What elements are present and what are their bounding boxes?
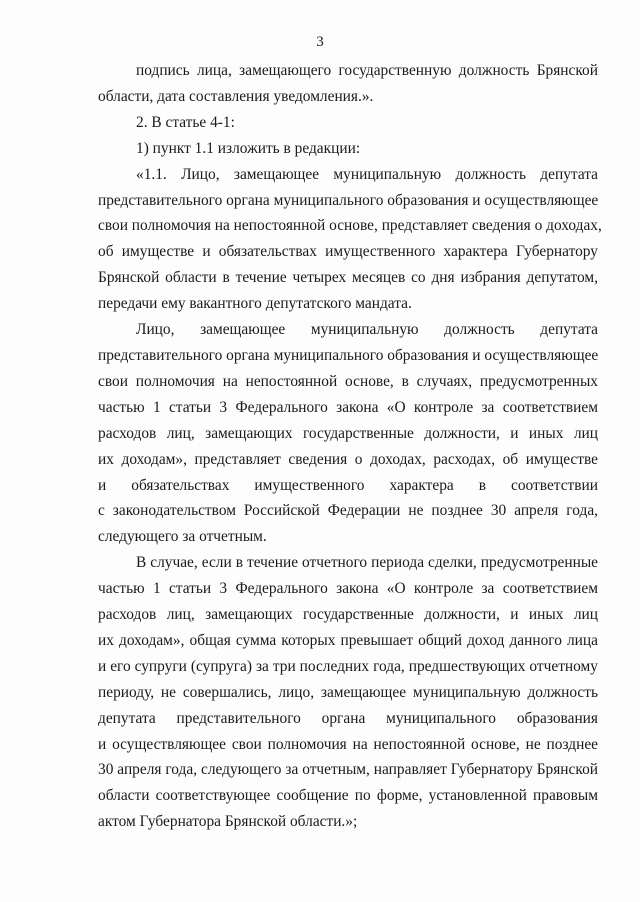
text-line: их доходам», общая сумма которых превышает общий доход данного лица [98, 631, 598, 649]
paragraph-no-transactions-notice [98, 550, 598, 835]
text-line: и его супруги (супруга) за три последних года, предшествующих отчетному [98, 657, 598, 675]
text-line: 2. В статье 4-1: [136, 113, 235, 131]
paragraph-signature-continuation [98, 58, 598, 110]
paragraph-declaration-obligation [98, 317, 598, 550]
text-line: 1) пункт 1.1 изложить в редакции: [136, 139, 361, 157]
text-line: с законодательством Российской Федерации не позднее 30 апреля года, [98, 502, 598, 520]
text-line: свои полномочия на непостоянной основе, представляет сведения о доходах, [98, 217, 602, 235]
text-line: и осуществляющее свои полномочия на непостоянной основе, не позднее [98, 735, 598, 753]
text-line: периоду, не совершались, лицо, замещающее муниципальную должность [98, 683, 598, 701]
text-line: следующего за отчетным. [98, 528, 267, 546]
text-line: депутата представительного органа муниципального образования [98, 709, 598, 727]
text-line: и обязательствах имущественного характера в соответствии [98, 476, 598, 494]
text-line: об имуществе и обязательствах имущественного характера Губернатору [98, 243, 598, 261]
text-line: области соответствующее сообщение по форме, установленной правовым [98, 787, 598, 805]
text-line: 30 апреля года, следующего за отчетным, направляет Губернатору Брянской [98, 761, 598, 779]
text-line: актом Губернатора Брянской области.»; [98, 813, 358, 831]
text-line: расходов лиц, замещающих государственные должности, и иных лиц [98, 606, 598, 624]
text-line: частью 1 статьи 3 Федерального закона «О контроле за соответствием [98, 580, 598, 598]
text-line: частью 1 статьи 3 Федерального закона «О контроле за соответствием [98, 398, 598, 416]
page-number: 3 [316, 34, 324, 50]
text-line: представительного органа муниципального образования и осуществляющее [98, 346, 599, 364]
text-line: «1.1. Лицо, замещающее муниципальную должность депутата [136, 165, 598, 183]
paragraph-article-4-1-heading [98, 110, 598, 136]
text-line: области, дата составления уведомления.». [98, 87, 374, 105]
text-line: представительного органа муниципального образования и осуществляющее [98, 191, 599, 209]
text-line: Лицо, замещающее муниципальную должность депутата [136, 321, 598, 339]
text-line: Брянской области в течение четырех месяцев со дня избрания депутатом, [98, 269, 598, 287]
text-line: передачи ему вакантного депутатского мандата. [98, 295, 412, 313]
text-line: В случае, если в течение отчетного периода сделки, предусмотренные [136, 554, 598, 572]
text-line: их доходам», представляет сведения о доходах, расходах, об имуществе [98, 450, 598, 468]
text-line: свои полномочия на непостоянной основе, в случаях, предусмотренных [98, 372, 598, 390]
paragraph-point-1-1-text [98, 162, 602, 317]
document-body [98, 58, 602, 835]
paragraph-point-1-1-instruction [98, 136, 598, 162]
text-line: подпись лица, замещающего государственную должность Брянской [136, 62, 598, 79]
text-line: расходов лиц, замещающих государственные должности, и иных лиц [98, 424, 598, 442]
